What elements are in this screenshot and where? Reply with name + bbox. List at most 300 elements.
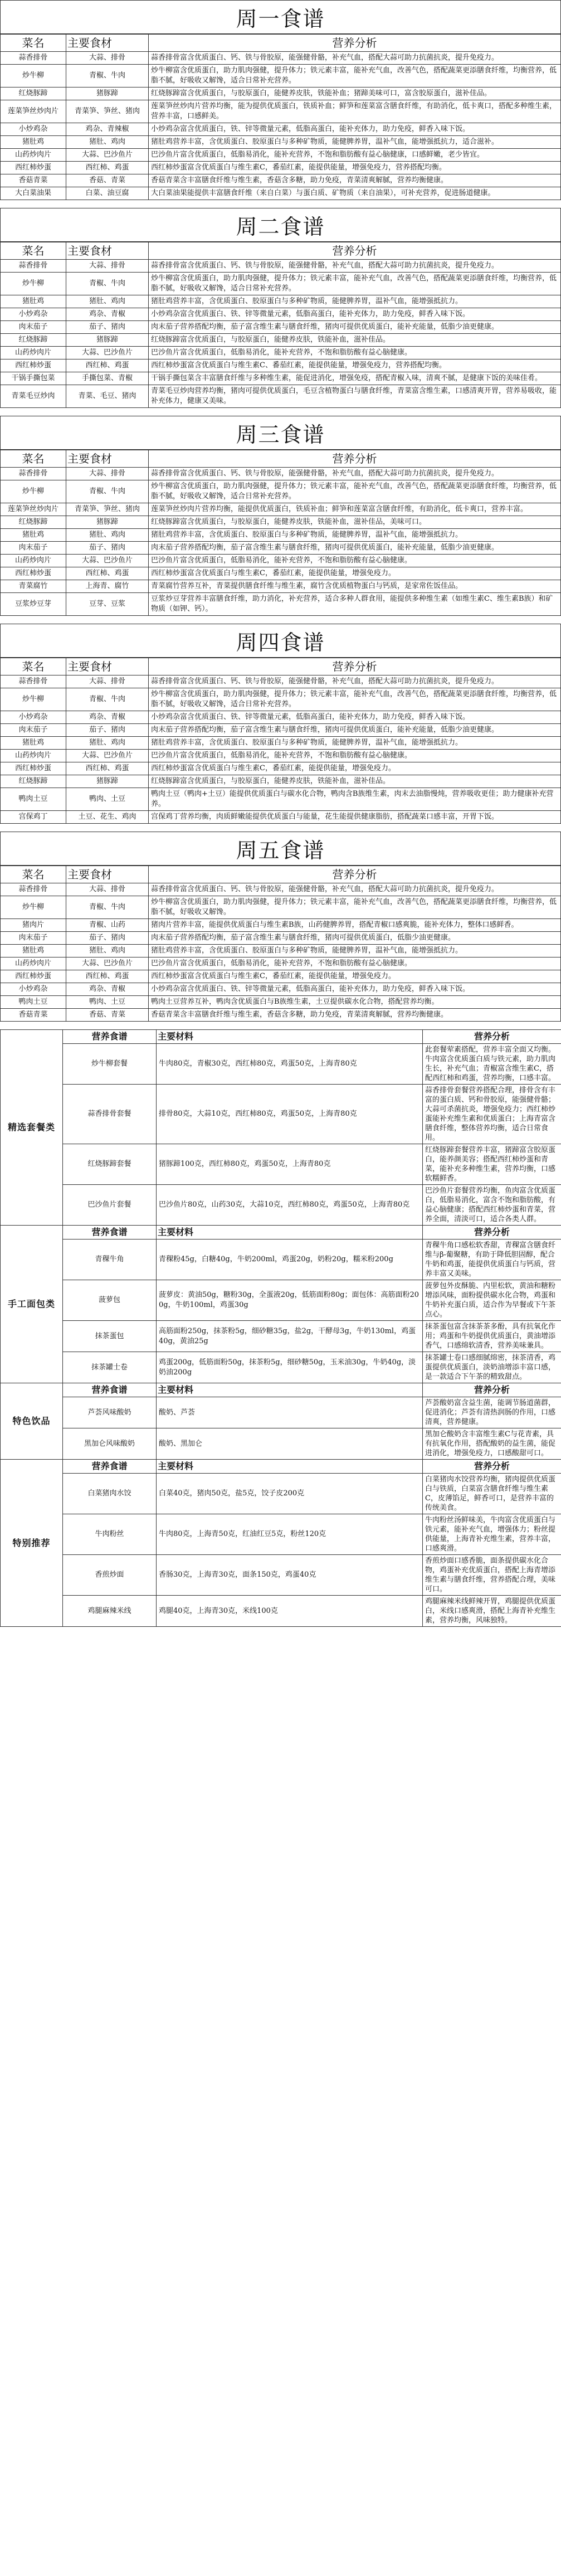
- day-menu: [0, 416, 561, 616]
- table-row: [1, 1144, 561, 1185]
- table-row: [1, 970, 561, 983]
- day-menu-table: [0, 34, 561, 200]
- recipe-name: 红烧豚蹄套餐: [63, 1144, 157, 1185]
- dish-name: 猪肚鸡: [1, 529, 66, 542]
- recipe-materials: 酸奶、黑加仑: [157, 1428, 423, 1460]
- table-row: [1, 1240, 561, 1280]
- dish-ingredients: 豆芽、豆浆: [66, 593, 149, 616]
- dish-name: 干锅手撕包菜: [1, 372, 66, 385]
- specials-table: [0, 1029, 561, 1627]
- dish-nutrition: 炒牛柳富含优质蛋白，助力肌肉强健，提升体力；铁元素丰富，能补充气血，改善气色，搭配蔬菜更添膳食纤维，均衡营养，低脂不腻，好吸收又解馋。: [149, 896, 561, 919]
- dish-nutrition: 小炒鸡杂富含优质蛋白、铁、锌等微量元素，低脂高蛋白，能补充体力，助力免疫，鲜香入味下饭。: [149, 711, 561, 724]
- dish-ingredients: 大蒜、巴沙鱼片: [66, 347, 149, 359]
- dish-nutrition: 香菇青菜含丰富膳食纤维与维生素，香菇含多糖，助力免疫，青菜清爽解腻，营养均衡健康。: [149, 1009, 561, 1022]
- recipe-name: 抹茶罐士卷: [63, 1352, 157, 1383]
- table-row: [1, 529, 561, 542]
- dish-nutrition: 西红柿炒蛋富含优质蛋白与维生素C、番茄红素，能提供能量，增强免疫力，营养搭配均衡。: [149, 359, 561, 372]
- section-header-row: [1, 1460, 561, 1474]
- recipe-name: 炒牛柳套餐: [63, 1044, 157, 1085]
- dish-name: 西红柿炒蛋: [1, 762, 66, 775]
- dish-name: 香菇青菜: [1, 1009, 66, 1022]
- recipe-analysis: 鸡腿麻辣米线鲜辣开胃，鸡腿提供优质蛋白，米线口感爽滑，搭配上海青补充维生素，营养均衡，风味独特。: [423, 1596, 561, 1627]
- dish-nutrition: 西红柿炒蛋富含优质蛋白与维生素C，番茄红素，能提供能量，增强免疫力，营养搭配均衡。: [149, 162, 561, 174]
- dish-name: 莲菜笋丝炒肉片: [1, 100, 66, 123]
- dish-name: 肉末茄子: [1, 542, 66, 555]
- day-menu: [0, 832, 561, 1022]
- header-dish-name: 菜名: [1, 242, 66, 260]
- recipe-materials: 白菜40克，猪肉50克，盐5克，饺子皮200克: [157, 1474, 423, 1514]
- dish-ingredients: 猪肚、鸡肉: [66, 737, 149, 750]
- header-ingredients: 主要食材: [66, 450, 149, 468]
- table-row: [1, 1280, 561, 1321]
- table-row: [1, 896, 561, 919]
- dish-nutrition: 大白菜油果能提供丰富膳食纤维（来自白菜）与蛋白质、矿物质（来自油果），可补充营养，促进肠道健康。: [149, 187, 561, 200]
- table-row: [1, 359, 561, 372]
- dish-nutrition: 香菇青菜含丰富膳食纤维与维生素，香菇含多糖，助力免疫，青菜清爽解腻，营养均衡健康。: [149, 174, 561, 187]
- dish-ingredients: 猪豚蹄: [66, 516, 149, 529]
- recipe-name: 菠萝包: [63, 1280, 157, 1321]
- dish-name: 猪肚鸡: [1, 295, 66, 308]
- dish-ingredients: 西红柿、鸡蛋: [66, 162, 149, 174]
- table-row: [1, 347, 561, 359]
- header-dish-name: 菜名: [1, 35, 66, 52]
- table-row: [1, 480, 561, 503]
- header-recipe: 营养食谱: [63, 1226, 157, 1240]
- table-row: [1, 334, 561, 347]
- table-row: [1, 468, 561, 480]
- recipe-analysis: 抹茶罐士卷口感细腻绵密，抹茶清香，鸡蛋提供优质蛋白，淡奶油增添丰富口感，是一款适合下午茶的精致甜点。: [423, 1352, 561, 1383]
- recipe-materials: 巴沙鱼片80克，山药30克，大蒜10克，西红柿80克，鸡蛋50克，上海青80克: [157, 1185, 423, 1226]
- dish-ingredients: 茄子、猪肉: [66, 321, 149, 334]
- dish-ingredients: 青椒、牛肉: [66, 688, 149, 711]
- section-category: 精选套餐类: [1, 1030, 63, 1226]
- dish-ingredients: 猪肚、鸡肉: [66, 945, 149, 958]
- table-row: [1, 1397, 561, 1428]
- dish-nutrition: 猪肚鸡营养丰富，含优质蛋白、胶原蛋白与多种矿物质，能健脾养胃，温补气血，能增强抵抗力。: [149, 737, 561, 750]
- recipe-materials: 青稞粉45g，白糖40g，牛奶200ml，鸡蛋20g，奶粉20g，糯米粉200g: [157, 1240, 423, 1280]
- day-menu: [0, 0, 561, 200]
- dish-name: 西红柿炒蛋: [1, 359, 66, 372]
- dish-nutrition: 小炒鸡杂富含优质蛋白、铁、锌等微量元素，低脂高蛋白，能补充体力，助力免疫，鲜香入味下饭。: [149, 308, 561, 321]
- dish-nutrition: 肉末茄子营养搭配均衡，茄子富含维生素与膳食纤维，猪肉可提供优质蛋白，低脂少油更健康。: [149, 932, 561, 945]
- table-row: [1, 174, 561, 187]
- dish-ingredients: 大蒜、巴沙鱼片: [66, 750, 149, 762]
- dish-name: 炒牛柳: [1, 480, 66, 503]
- dish-name: 山药炒肉片: [1, 958, 66, 970]
- recipe-name: 牛肉粉丝: [63, 1514, 157, 1555]
- dish-nutrition: 肉末茄子营养搭配均衡，茄子富含维生素与膳食纤维，猪肉可提供优质蛋白，能补充能量，低脂少油更健康。: [149, 321, 561, 334]
- dish-ingredients: 猪肚、鸡肉: [66, 529, 149, 542]
- table-row: [1, 260, 561, 273]
- table-row: [1, 542, 561, 555]
- table-row: [1, 788, 561, 811]
- dish-nutrition: 猪肉片营养丰富，能提供优质蛋白与维生素B族，山药健脾养胃，搭配青椒口感爽脆，能补充体力，整体口感鲜香。: [149, 919, 561, 932]
- dish-name: 红烧豚蹄: [1, 775, 66, 788]
- dish-ingredients: 猪肚、鸡肉: [66, 136, 149, 149]
- recipe-name: 白菜猪肉水饺: [63, 1474, 157, 1514]
- header-analysis: 营养分析: [423, 1226, 561, 1240]
- table-row: [1, 919, 561, 932]
- dish-nutrition: 小炒鸡杂富含优质蛋白、铁、锌等微量元素，低脂高蛋白，能补充体力，助力免疫，鲜香入味下饭。: [149, 983, 561, 996]
- header-ingredients: 主要食材: [66, 242, 149, 260]
- recipe-analysis: 芦荟酸奶富含益生菌，能调节肠道菌群，促进消化；芦荟有清热润肠的作用，口感清爽，营养健康。: [423, 1397, 561, 1428]
- dish-nutrition: 青菜毛豆炒肉营养均衡，猪肉可提供优质蛋白，毛豆含植物蛋白与膳食纤维，青菜富含维生素，口感清爽开胃，营养易吸收，能补充体力，健康又美味。: [149, 385, 561, 408]
- dish-name: 小炒鸡杂: [1, 983, 66, 996]
- dish-nutrition: 巴沙鱼片富含优质蛋白，低脂易消化，能补充营养，不饱和脂肪酸有益心脑健康。: [149, 555, 561, 567]
- dish-ingredients: 青菜、毛豆、猪肉: [66, 385, 149, 408]
- dish-nutrition: 炒牛柳富含优质蛋白，助力肌肉强健，提升体力；铁元素丰富，能补充气血，改善气色，搭配蔬菜更添膳食纤维，均衡营养，低脂不腻，好吸收又解馋，适合日常补充营养。: [149, 688, 561, 711]
- recipe-materials: 牛肉80克，上海青50克，红油红豆5克，粉丝120克: [157, 1514, 423, 1555]
- table-row: [1, 762, 561, 775]
- dish-ingredients: 鸡杂、青椒: [66, 983, 149, 996]
- dish-ingredients: 鸭肉、土豆: [66, 996, 149, 1009]
- dish-name: 红烧豚蹄: [1, 516, 66, 529]
- day-title: 周二食谱: [0, 208, 561, 242]
- dish-ingredients: 茄子、猪肉: [66, 542, 149, 555]
- table-row: [1, 1474, 561, 1514]
- dish-ingredients: 西红柿、鸡蛋: [66, 762, 149, 775]
- recipe-name: 青稞牛角: [63, 1240, 157, 1280]
- dish-ingredients: 西红柿、鸡蛋: [66, 359, 149, 372]
- dish-ingredients: 西红柿、鸡蛋: [66, 567, 149, 580]
- dish-nutrition: 猪肚鸡营养丰富，含优质蛋白、胶原蛋白与多种矿物质，能健脾养胃，温补气血，能增强抵抗力。: [149, 295, 561, 308]
- dish-nutrition: 干锅手撕包菜含丰富膳食纤维与多种维生素，能促进消化，增强免疫，搭配青椒入味，清爽不腻，是健康下饭的美味佳肴。: [149, 372, 561, 385]
- dish-name: 豆浆炒豆芽: [1, 593, 66, 616]
- header-nutrition: 营养分析: [149, 866, 561, 883]
- table-row: [1, 516, 561, 529]
- header-analysis: 营养分析: [423, 1460, 561, 1474]
- dish-ingredients: 大蒜、排骨: [66, 883, 149, 896]
- dish-name: 山药炒肉片: [1, 149, 66, 162]
- header-row: [1, 35, 561, 52]
- dish-nutrition: 炒牛柳富含优质蛋白，助力肌肉强健，提升体力；铁元素丰富，能补充气血，改善气色，搭配蔬菜更添膳食纤维，均衡营养，低脂不腻，好吸收又解馋，适合日常补充营养。: [149, 480, 561, 503]
- dish-nutrition: 小炒鸡杂富含优质蛋白，铁、锌等微量元素，低脂高蛋白，能补充体力，助力免疫，鲜香入味下饭。: [149, 123, 561, 136]
- dish-ingredients: 土豆、花生、鸡肉: [66, 811, 149, 824]
- header-materials: 主要材料: [157, 1460, 423, 1474]
- dish-nutrition: 鸭肉土豆（鸭肉+土豆）能提供优质蛋白与碳水化合物，鸭肉含B族维生素，肉末去油脂慢炖，营养吸收更佳；助力健康补充营养。: [149, 788, 561, 811]
- dish-nutrition: 巴沙鱼片富含优质蛋白，低脂易消化，能补充营养，不饱和脂肪酸有益心脑健康。: [149, 750, 561, 762]
- dish-name: 莲菜笋丝炒肉片: [1, 503, 66, 516]
- table-row: [1, 1085, 561, 1144]
- dish-ingredients: 青椒、山药: [66, 919, 149, 932]
- dish-ingredients: 大蒜、巴沙鱼片: [66, 958, 149, 970]
- recipe-analysis: 白菜猪肉水饺营养均衡，猪肉提供优质蛋白与铁质，白菜富含膳食纤维与维生素C，皮薄馅足，鲜香可口，是营养丰富的传统美食。: [423, 1474, 561, 1514]
- section-category: 手工面包类: [1, 1226, 63, 1383]
- recipe-name: 抹茶蛋包: [63, 1321, 157, 1352]
- dish-ingredients: 茄子、猪肉: [66, 724, 149, 737]
- section-category: 特色饮品: [1, 1383, 63, 1460]
- table-row: [1, 273, 561, 295]
- dish-ingredients: 青椒、牛肉: [66, 273, 149, 295]
- recipe-name: 巴沙鱼片套餐: [63, 1185, 157, 1226]
- header-materials: 主要材料: [157, 1030, 423, 1044]
- table-row: [1, 750, 561, 762]
- dish-ingredients: 香菇、青菜: [66, 174, 149, 187]
- dish-name: 蒜香排骨: [1, 675, 66, 688]
- header-nutrition: 营养分析: [149, 242, 561, 260]
- dish-ingredients: 猪豚蹄: [66, 775, 149, 788]
- table-row: [1, 385, 561, 408]
- table-row: [1, 945, 561, 958]
- recipe-analysis: 青稞牛角口感松软香甜，青稞富含膳食纤维与β-葡聚糖，有助于降低胆固醇，配合牛奶和鸡蛋，能提供优质蛋白与钙质，营养丰富又美味。: [423, 1240, 561, 1280]
- dish-name: 小炒鸡杂: [1, 308, 66, 321]
- table-row: [1, 593, 561, 616]
- dish-nutrition: 巴沙鱼片富含优质蛋白，低脂易消化，能补充营养，不饱和脂肪酸有益心脑健康。: [149, 347, 561, 359]
- dish-ingredients: 青菜笋、笋丝、猪肉: [66, 503, 149, 516]
- dish-ingredients: 青椒、牛肉: [66, 65, 149, 88]
- table-row: [1, 88, 561, 100]
- header-ingredients: 主要食材: [66, 866, 149, 883]
- dish-nutrition: 豆浆炒豆芽营养丰富膳食纤维，助力消化，补充营养，适合多种人群食用，能提供多种维生素（如维生素C、维生素B族）和矿物质（如钾、钙）。: [149, 593, 561, 616]
- header-row: [1, 658, 561, 675]
- table-row: [1, 1555, 561, 1596]
- dish-nutrition: 肉末茄子营养搭配均衡，茄子富含维生素与膳食纤维，猪肉可提供优质蛋白，能补充能量，低脂少油更健康。: [149, 724, 561, 737]
- dish-name: 蒜香排骨: [1, 883, 66, 896]
- dish-nutrition: 鸭肉土豆营养互补，鸭肉含优质蛋白与B族维生素，土豆提供碳水化合物，搭配营养均衡。: [149, 996, 561, 1009]
- dish-nutrition: 宫保鸡丁营养均衡，肉质鲜嫩能提供优质蛋白与能量，花生能提供健康脂肪，搭配蔬菜口感丰富，开胃下饭。: [149, 811, 561, 824]
- recipe-materials: 菠萝皮：黄油50g，糖粉30g，全蛋液20g，低筋面粉80g；面包体：高筋面粉200g，牛奶100ml，鸡蛋30g: [157, 1280, 423, 1321]
- header-recipe: 营养食谱: [63, 1383, 157, 1397]
- header-recipe: 营养食谱: [63, 1460, 157, 1474]
- table-row: [1, 555, 561, 567]
- table-row: [1, 567, 561, 580]
- table-row: [1, 1185, 561, 1226]
- dish-nutrition: 炒牛柳富含优质蛋白，助力肌肉强健，提升体力；铁元素丰富，能补充气血，改善气色，搭配蔬菜更添膳食纤维，均衡营养，低脂不腻，好吸收又解馋，适合日常补充营养。: [149, 65, 561, 88]
- table-row: [1, 724, 561, 737]
- dish-name: 猪肚鸡: [1, 136, 66, 149]
- header-ingredients: 主要食材: [66, 35, 149, 52]
- table-row: [1, 100, 561, 123]
- header-row: [1, 450, 561, 468]
- dish-ingredients: 茄子、猪肉: [66, 932, 149, 945]
- recipe-analysis: 牛肉粉丝汤鲜味美，牛肉富含优质蛋白与铁元素，能补充气血，增强体力；粉丝提供能量，上海青补充维生素，营养丰富，口感爽滑。: [423, 1514, 561, 1555]
- dish-ingredients: 大蒜、排骨: [66, 468, 149, 480]
- dish-nutrition: 蒜香排骨富含优质蛋白、钙、铁与骨胶原，能强健骨骼，补充气血，搭配大蒜可助力抗菌抗炎，提升免疫力。: [149, 883, 561, 896]
- dish-name: 山药炒肉片: [1, 750, 66, 762]
- dish-nutrition: 西红柿炒蛋富含优质蛋白与维生素C，番茄红素，能提供能量，增强免疫力。: [149, 762, 561, 775]
- dish-ingredients: 上海青、腐竹: [66, 580, 149, 593]
- dish-name: 青菜毛豆炒肉: [1, 385, 66, 408]
- dish-ingredients: 手撕包菜、青椒: [66, 372, 149, 385]
- dish-name: 鸭肉土豆: [1, 788, 66, 811]
- dish-name: 猪肚鸡: [1, 737, 66, 750]
- dish-ingredients: 大蒜、巴沙鱼片: [66, 149, 149, 162]
- header-ingredients: 主要食材: [66, 658, 149, 675]
- header-dish-name: 菜名: [1, 866, 66, 883]
- dish-nutrition: 炒牛柳富含优质蛋白，助力肌肉强健，提升体力；铁元素丰富，能补充气血，改善气色，搭配蔬菜更添膳食纤维，均衡营养，低脂不腻，好吸收又解馋，适合日常补充营养。: [149, 273, 561, 295]
- dish-name: 西红柿炒蛋: [1, 567, 66, 580]
- dish-name: 红烧豚蹄: [1, 334, 66, 347]
- dish-nutrition: 莲菜笋丝炒肉片营养均衡，能提供优质蛋白，铁质补血；鲜笋和莲菜富含膳食纤维，有助消化，低卡爽口，营养丰富。: [149, 503, 561, 516]
- table-row: [1, 372, 561, 385]
- table-row: [1, 162, 561, 174]
- dish-nutrition: 蒜香排骨富含优质蛋白、钙、铁与骨胶原，能强健骨骼，补充气血，搭配大蒜可助力抗菌抗炎，提升免疫力。: [149, 468, 561, 480]
- table-row: [1, 811, 561, 824]
- header-recipe: 营养食谱: [63, 1030, 157, 1044]
- dish-nutrition: 蒜香排骨富含优质蛋白、钙、铁与骨胶原，能强健骨骼，补充气血，搭配大蒜可助力抗菌抗炎，提升免疫力。: [149, 675, 561, 688]
- dish-name: 山药炒肉片: [1, 555, 66, 567]
- table-row: [1, 295, 561, 308]
- dish-ingredients: 大蒜、排骨: [66, 52, 149, 65]
- table-row: [1, 65, 561, 88]
- dish-ingredients: 鸭肉、土豆: [66, 788, 149, 811]
- dish-nutrition: 猪肚鸡营养丰富，含优质蛋白、胶原蛋白与多种矿物质，能健脾养胃，温补气血，能增强抵抗力。: [149, 529, 561, 542]
- recipe-name: 鸡腿麻辣米线: [63, 1596, 157, 1627]
- dish-name: 蒜香排骨: [1, 260, 66, 273]
- recipe-analysis: 此套餐荤素搭配，营养丰富全面又均衡。牛肉富含优质蛋白质与铁元素，助力肌肉生长，补充气血；青椒富含维生素C，搭配西红柿和鸡蛋，营养均衡，口感丰富。: [423, 1044, 561, 1085]
- weekly-menus: [0, 0, 561, 1022]
- header-nutrition: 营养分析: [149, 658, 561, 675]
- table-row: [1, 883, 561, 896]
- day-menu: [0, 624, 561, 824]
- dish-ingredients: 鸡杂、青辣椒: [66, 123, 149, 136]
- day-title: 周三食谱: [0, 416, 561, 450]
- table-row: [1, 737, 561, 750]
- table-row: [1, 1428, 561, 1460]
- table-row: [1, 711, 561, 724]
- dish-name: 鸭肉土豆: [1, 996, 66, 1009]
- dish-name: 蒜香排骨: [1, 52, 66, 65]
- table-row: [1, 1044, 561, 1085]
- dish-name: 炒牛柳: [1, 688, 66, 711]
- recipe-name: 黑加仑风味酸奶: [63, 1428, 157, 1460]
- dish-name: 西红柿炒蛋: [1, 970, 66, 983]
- dish-name: 宫保鸡丁: [1, 811, 66, 824]
- dish-ingredients: 大蒜、排骨: [66, 260, 149, 273]
- dish-ingredients: 猪豚蹄: [66, 334, 149, 347]
- dish-ingredients: 猪肚、鸡肉: [66, 295, 149, 308]
- dish-ingredients: 青椒、牛肉: [66, 896, 149, 919]
- dish-name: 猪肉片: [1, 919, 66, 932]
- recipe-materials: 高筋面粉250g，抹茶粉5g，细砂糖35g，盐2g，干酵母3g，牛奶130ml，鸡蛋40g，黄油25g: [157, 1321, 423, 1352]
- table-row: [1, 503, 561, 516]
- dish-name: 炒牛柳: [1, 65, 66, 88]
- dish-nutrition: 蒜香排骨富含优质蛋白、钙、铁与骨胶原，能强健骨骼，补充气血，搭配大蒜可助力抗菌抗炎，提升免疫力。: [149, 260, 561, 273]
- dish-nutrition: 巴沙鱼片富含优质蛋白，低脂易消化，能补充营养，不饱和脂肪酸有益心脑健康，口感鲜嫩，老少皆宜。: [149, 149, 561, 162]
- recipe-analysis: 香煎炒面口感香脆，面条提供碳水化合物，鸡蛋补充优质蛋白，搭配上海青增添维生素与膳食纤维，营养搭配合理，美味可口。: [423, 1555, 561, 1596]
- dish-name: 山药炒肉片: [1, 347, 66, 359]
- header-nutrition: 营养分析: [149, 35, 561, 52]
- dish-ingredients: 大蒜、巴沙鱼片: [66, 555, 149, 567]
- dish-ingredients: 猪豚蹄: [66, 88, 149, 100]
- header-nutrition: 营养分析: [149, 450, 561, 468]
- dish-name: 西红柿炒蛋: [1, 162, 66, 174]
- recipe-materials: 猪豚蹄100克，西红柿80克，鸡蛋50克，上海青80克: [157, 1144, 423, 1185]
- table-row: [1, 1352, 561, 1383]
- dish-name: 蒜香排骨: [1, 468, 66, 480]
- table-row: [1, 1514, 561, 1555]
- table-row: [1, 1321, 561, 1352]
- section-header-row: [1, 1383, 561, 1397]
- dish-nutrition: 红烧豚蹄富含优质蛋白，与胶原蛋白，能健养皮肤，铁能补血，滋补佳品，美味可口。: [149, 516, 561, 529]
- dish-nutrition: 青菜腐竹营养互补，青菜提供膳食纤维与维生素，腐竹含优质植物蛋白与钙质，是家常佐饭佳品。: [149, 580, 561, 593]
- dish-name: 红烧豚蹄: [1, 88, 66, 100]
- section-header-row: [1, 1030, 561, 1044]
- table-row: [1, 675, 561, 688]
- dish-ingredients: 鸡杂、青椒: [66, 308, 149, 321]
- dish-nutrition: 巴沙鱼片富含优质蛋白，低脂易消化，能补充营养，不饱和脂肪酸有益心脑健康。: [149, 958, 561, 970]
- dish-nutrition: 红烧豚蹄富含优质蛋白，与胶原蛋白，能健养皮肤，铁能补血；猪蹄美味可口，富含胶原蛋白，滋补佳品。: [149, 88, 561, 100]
- recipe-analysis: 黑加仑酸奶含丰富维生素C与花青素，具有抗氧化作用，搭配酸奶的益生菌，能促进消化，增强免疫力，口感酸甜可口。: [423, 1428, 561, 1460]
- dish-name: 肉末茄子: [1, 932, 66, 945]
- dish-name: 小炒鸡杂: [1, 711, 66, 724]
- dish-ingredients: 大蒜、排骨: [66, 675, 149, 688]
- table-row: [1, 136, 561, 149]
- table-row: [1, 580, 561, 593]
- recipe-analysis: 巴沙鱼片套餐营养均衡，鱼肉富含优质蛋白，低脂易消化，富含不饱和脂肪酸，有益心脑健康；搭配西红柿炒蛋和青菜，营养全面，清淡可口，适合各类人群。: [423, 1185, 561, 1226]
- dish-nutrition: 蒜香排骨富含优质蛋白、钙、铁与骨胶原，能强健骨骼，补充气血，搭配大蒜可助力抗菌抗炎，提升免疫力。: [149, 52, 561, 65]
- recipe-name: 香煎炒面: [63, 1555, 157, 1596]
- dish-name: 肉末茄子: [1, 724, 66, 737]
- table-row: [1, 308, 561, 321]
- recipe-name: 芦荟风味酸奶: [63, 1397, 157, 1428]
- dish-nutrition: 猪肚鸡营养丰富，含优质蛋白、胶原蛋白与多种矿物质，能健脾养胃，温补气血，能增强抵抗力，适合滋补。: [149, 136, 561, 149]
- dish-nutrition: 西红柿炒蛋富含优质蛋白与维生素C，番茄红素，能提供能量，增强免疫力。: [149, 567, 561, 580]
- recipe-name: 蒜香排骨套餐: [63, 1085, 157, 1144]
- dish-ingredients: 青椒、牛肉: [66, 480, 149, 503]
- dish-name: 炒牛柳: [1, 896, 66, 919]
- dish-name: 小炒鸡杂: [1, 123, 66, 136]
- dish-nutrition: 猪肚鸡营养丰富，含优质蛋白、胶原蛋白与多种矿物质，能健脾养胃，温补气血，能增强抵抗力。: [149, 945, 561, 958]
- day-title: 周一食谱: [0, 0, 561, 34]
- dish-name: 肉末茄子: [1, 321, 66, 334]
- table-row: [1, 1009, 561, 1022]
- recipe-materials: 鸡腿40克，上海青30克，米线100克: [157, 1596, 423, 1627]
- dish-name: 大白菜油果: [1, 187, 66, 200]
- day-menu-table: [0, 242, 561, 408]
- table-row: [1, 775, 561, 788]
- dish-nutrition: 红烧豚蹄富含优质蛋白，与胶原蛋白，能健养皮肤，铁能补血，滋补佳品。: [149, 775, 561, 788]
- recipe-materials: 鸡蛋200g，低筋面粉50g，抹茶粉5g，细砂糖50g，玉米油30g，牛奶40g，淡奶油200g: [157, 1352, 423, 1383]
- section-header-row: [1, 1226, 561, 1240]
- table-row: [1, 688, 561, 711]
- table-row: [1, 1596, 561, 1627]
- table-row: [1, 932, 561, 945]
- recipe-materials: 牛肉80克，青椒30克，西红柿80克，鸡蛋50克，上海青80克: [157, 1044, 423, 1085]
- dish-name: 猪肚鸡: [1, 945, 66, 958]
- dish-nutrition: 红烧豚蹄富含优质蛋白，与胶原蛋白，能健养皮肤，铁能补血，滋补佳品。: [149, 334, 561, 347]
- dish-ingredients: 西红柿、鸡蛋: [66, 970, 149, 983]
- header-dish-name: 菜名: [1, 450, 66, 468]
- section-category: 特别推荐: [1, 1460, 63, 1627]
- dish-nutrition: 肉末茄子营养搭配均衡，茄子富含维生素与膳食纤维，猪肉可提供优质蛋白，能补充能量，低脂少油更健康。: [149, 542, 561, 555]
- header-analysis: 营养分析: [423, 1383, 561, 1397]
- header-analysis: 营养分析: [423, 1030, 561, 1044]
- recipe-materials: 酸奶、芦荟: [157, 1397, 423, 1428]
- dish-ingredients: 鸡杂、青椒: [66, 711, 149, 724]
- table-row: [1, 983, 561, 996]
- recipe-analysis: 蒜香排骨套餐营养搭配合理，排骨含有丰富的蛋白质、钙和骨胶原，能强健骨骼；大蒜可杀菌抗炎，增强免疫力；西红柿炒蛋能补充维生素和优质蛋白；上海青富含膳食纤维，整体营养均衡，适合日常食用。: [423, 1085, 561, 1144]
- dish-name: 青菜腐竹: [1, 580, 66, 593]
- recipe-materials: 排骨80克，大蒜10克，西红柿80克，鸡蛋50克，上海青80克: [157, 1085, 423, 1144]
- table-row: [1, 123, 561, 136]
- day-title: 周四食谱: [0, 624, 561, 658]
- dish-name: 香菇青菜: [1, 174, 66, 187]
- day-menu-table: [0, 658, 561, 824]
- dish-ingredients: 香菇、青菜: [66, 1009, 149, 1022]
- header-materials: 主要材料: [157, 1383, 423, 1397]
- recipe-analysis: 菠萝包外皮酥脆、内里松软，黄油和糖粉增添风味，面粉提供碳水化合物，鸡蛋和牛奶补充蛋白质，适合作为早餐或下午茶点心。: [423, 1280, 561, 1321]
- table-row: [1, 187, 561, 200]
- header-dish-name: 菜名: [1, 658, 66, 675]
- day-menu-table: [0, 866, 561, 1022]
- dish-name: 炒牛柳: [1, 273, 66, 295]
- recipe-analysis: 红烧豚蹄套餐营养丰富，猪蹄富含胶原蛋白，能养颜美容；搭配西红柿炒蛋和青菜，能补充多种维生素，营养均衡，口感软糯鲜香。: [423, 1144, 561, 1185]
- day-menu: [0, 208, 561, 408]
- recipe-materials: 香肠30克，上海青30克，面条150克，鸡蛋40克: [157, 1555, 423, 1596]
- dish-ingredients: 青菜笋、笋丝、猪肉: [66, 100, 149, 123]
- table-row: [1, 149, 561, 162]
